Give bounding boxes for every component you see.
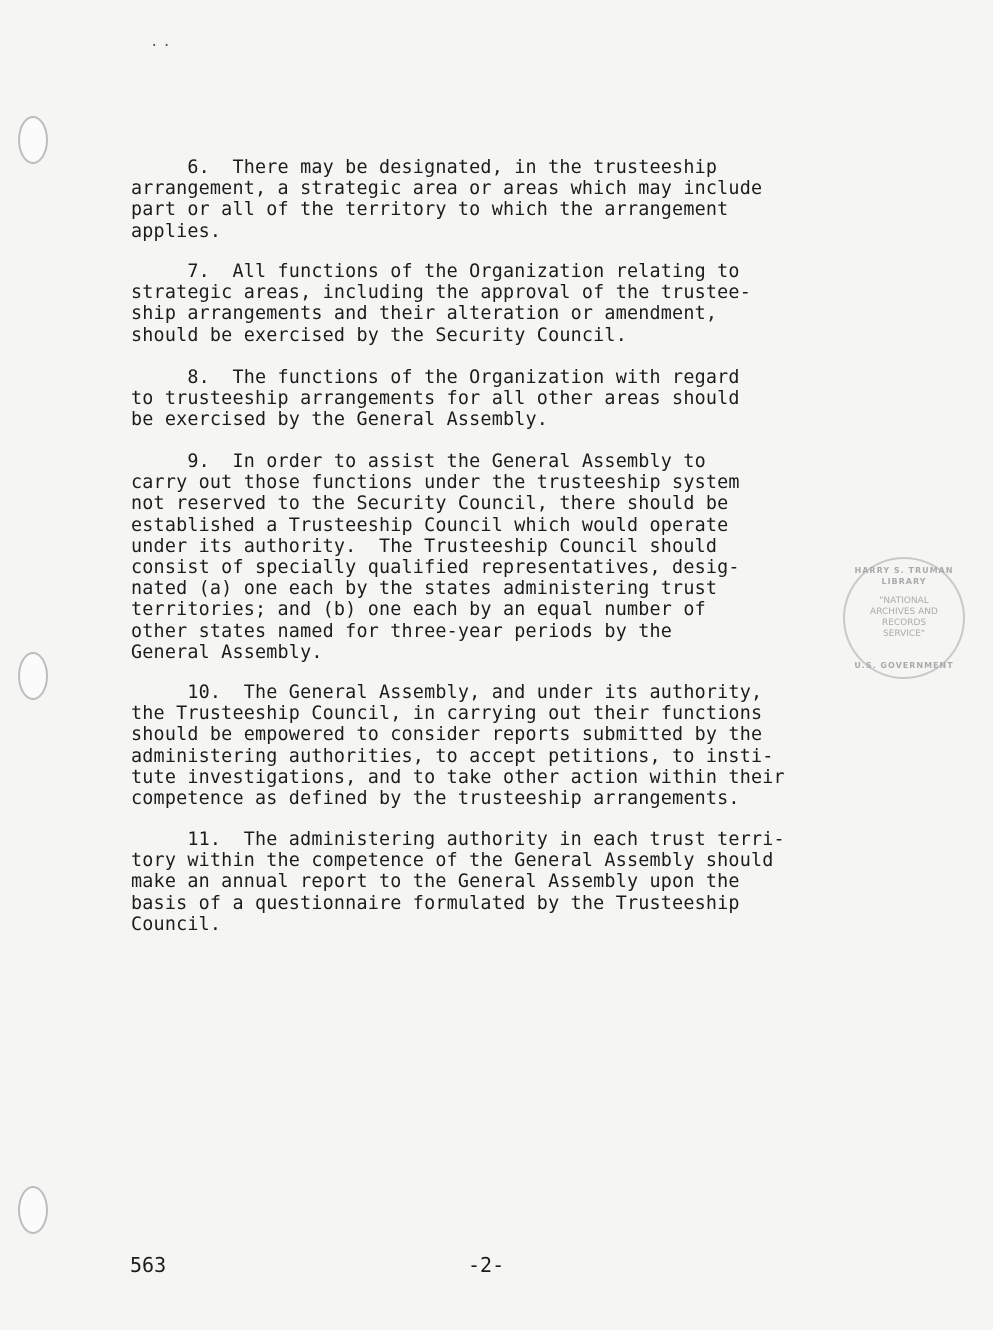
paragraph-line: arrangement, a strategic area or areas which may include (131, 178, 763, 200)
paragraph-line: applies. (131, 220, 222, 242)
paragraph-line: not reserved to the Security Council, there should be (131, 493, 729, 515)
paragraph-line: other states named for three-year periods by the (131, 620, 673, 642)
paragraph-line: Council. (131, 913, 222, 935)
paragraph-line: administering authorities, to accept petitions, to insti- (131, 745, 774, 767)
paragraph-line: 6. There may be designated, in the trusteeship (131, 157, 718, 178)
stamp-bottom-text: U.S. GOVERNMENT (854, 661, 954, 670)
paragraph-line: 10. The General Assembly, and under its authority, (131, 682, 763, 703)
paragraph-line: part or all of the territory to which the arrangement (131, 199, 729, 221)
paragraph-6 (131, 157, 871, 242)
paragraph-11 (131, 829, 871, 935)
stamp-line: ARCHIVES AND (870, 607, 938, 617)
header-marks: .. (150, 34, 175, 50)
paragraph-line: 11. The administering authority in each trust terri- (131, 829, 785, 850)
punch-hole-top (18, 116, 48, 164)
paragraph-7 (131, 261, 871, 346)
paragraph-line: be exercised by the General Assembly. (131, 409, 549, 431)
paragraph-10 (131, 682, 871, 809)
archive-stamp (843, 557, 965, 679)
paragraph-line: 7. All functions of the Organization relating to (131, 261, 740, 282)
paragraph-line: competence as defined by the trusteeship arrangements. (131, 788, 740, 810)
paragraph-line: carry out those functions under the trusteeship system (131, 472, 740, 494)
paragraph-line: established a Trusteeship Council which would operate (131, 514, 729, 536)
stamp-top-text: HARRY S. TRUMAN LIBRARY (854, 566, 954, 586)
paragraph-line: to trusteeship arrangements for all other areas should (131, 388, 740, 410)
paragraph-line: the Trusteeship Council, in carrying out their functions (131, 703, 763, 725)
paragraph-8 (131, 367, 871, 431)
paragraph-line: should be exercised by the Security Council. (131, 324, 627, 346)
paragraph-line: 8. The functions of the Organization with regard (131, 367, 740, 388)
paragraph-line: strategic areas, including the approval of the trustee- (131, 282, 751, 304)
paragraph-line: 9. In order to assist the General Assembly to (131, 451, 706, 472)
paragraph-line: under its authority. The Trusteeship Council should (131, 535, 718, 557)
punch-hole-bottom (18, 1186, 48, 1234)
paragraph-line: ship arrangements and their alteration or amendment, (131, 303, 718, 325)
paragraph-line: consist of specially qualified representatives, desig- (131, 557, 740, 579)
document-number: 563 (130, 1253, 167, 1277)
paragraph-line: tute investigations, and to take other action within their (131, 766, 785, 788)
stamp-line: RECORDS (881, 618, 927, 628)
paragraph-line: tory within the competence of the General Assembly should (131, 850, 774, 872)
stamp-line: "NATIONAL (879, 596, 929, 606)
paragraph-line: territories; and (b) one each by an equal number of (131, 599, 706, 621)
paragraph-line: basis of a questionnaire formulated by the Trusteeship (131, 892, 740, 914)
stamp-line: SERVICE" (882, 629, 926, 639)
paragraph-line: should be empowered to consider reports submitted by the (131, 724, 763, 746)
paragraph-line: General Assembly. (131, 641, 323, 663)
paragraph-line: make an annual report to the General Assembly upon the (131, 871, 740, 893)
punch-hole-middle (18, 652, 48, 700)
paragraph-9 (131, 451, 871, 663)
page-number: -2- (468, 1253, 505, 1277)
paragraph-line: nated (a) one each by the states administering trust (131, 578, 718, 600)
